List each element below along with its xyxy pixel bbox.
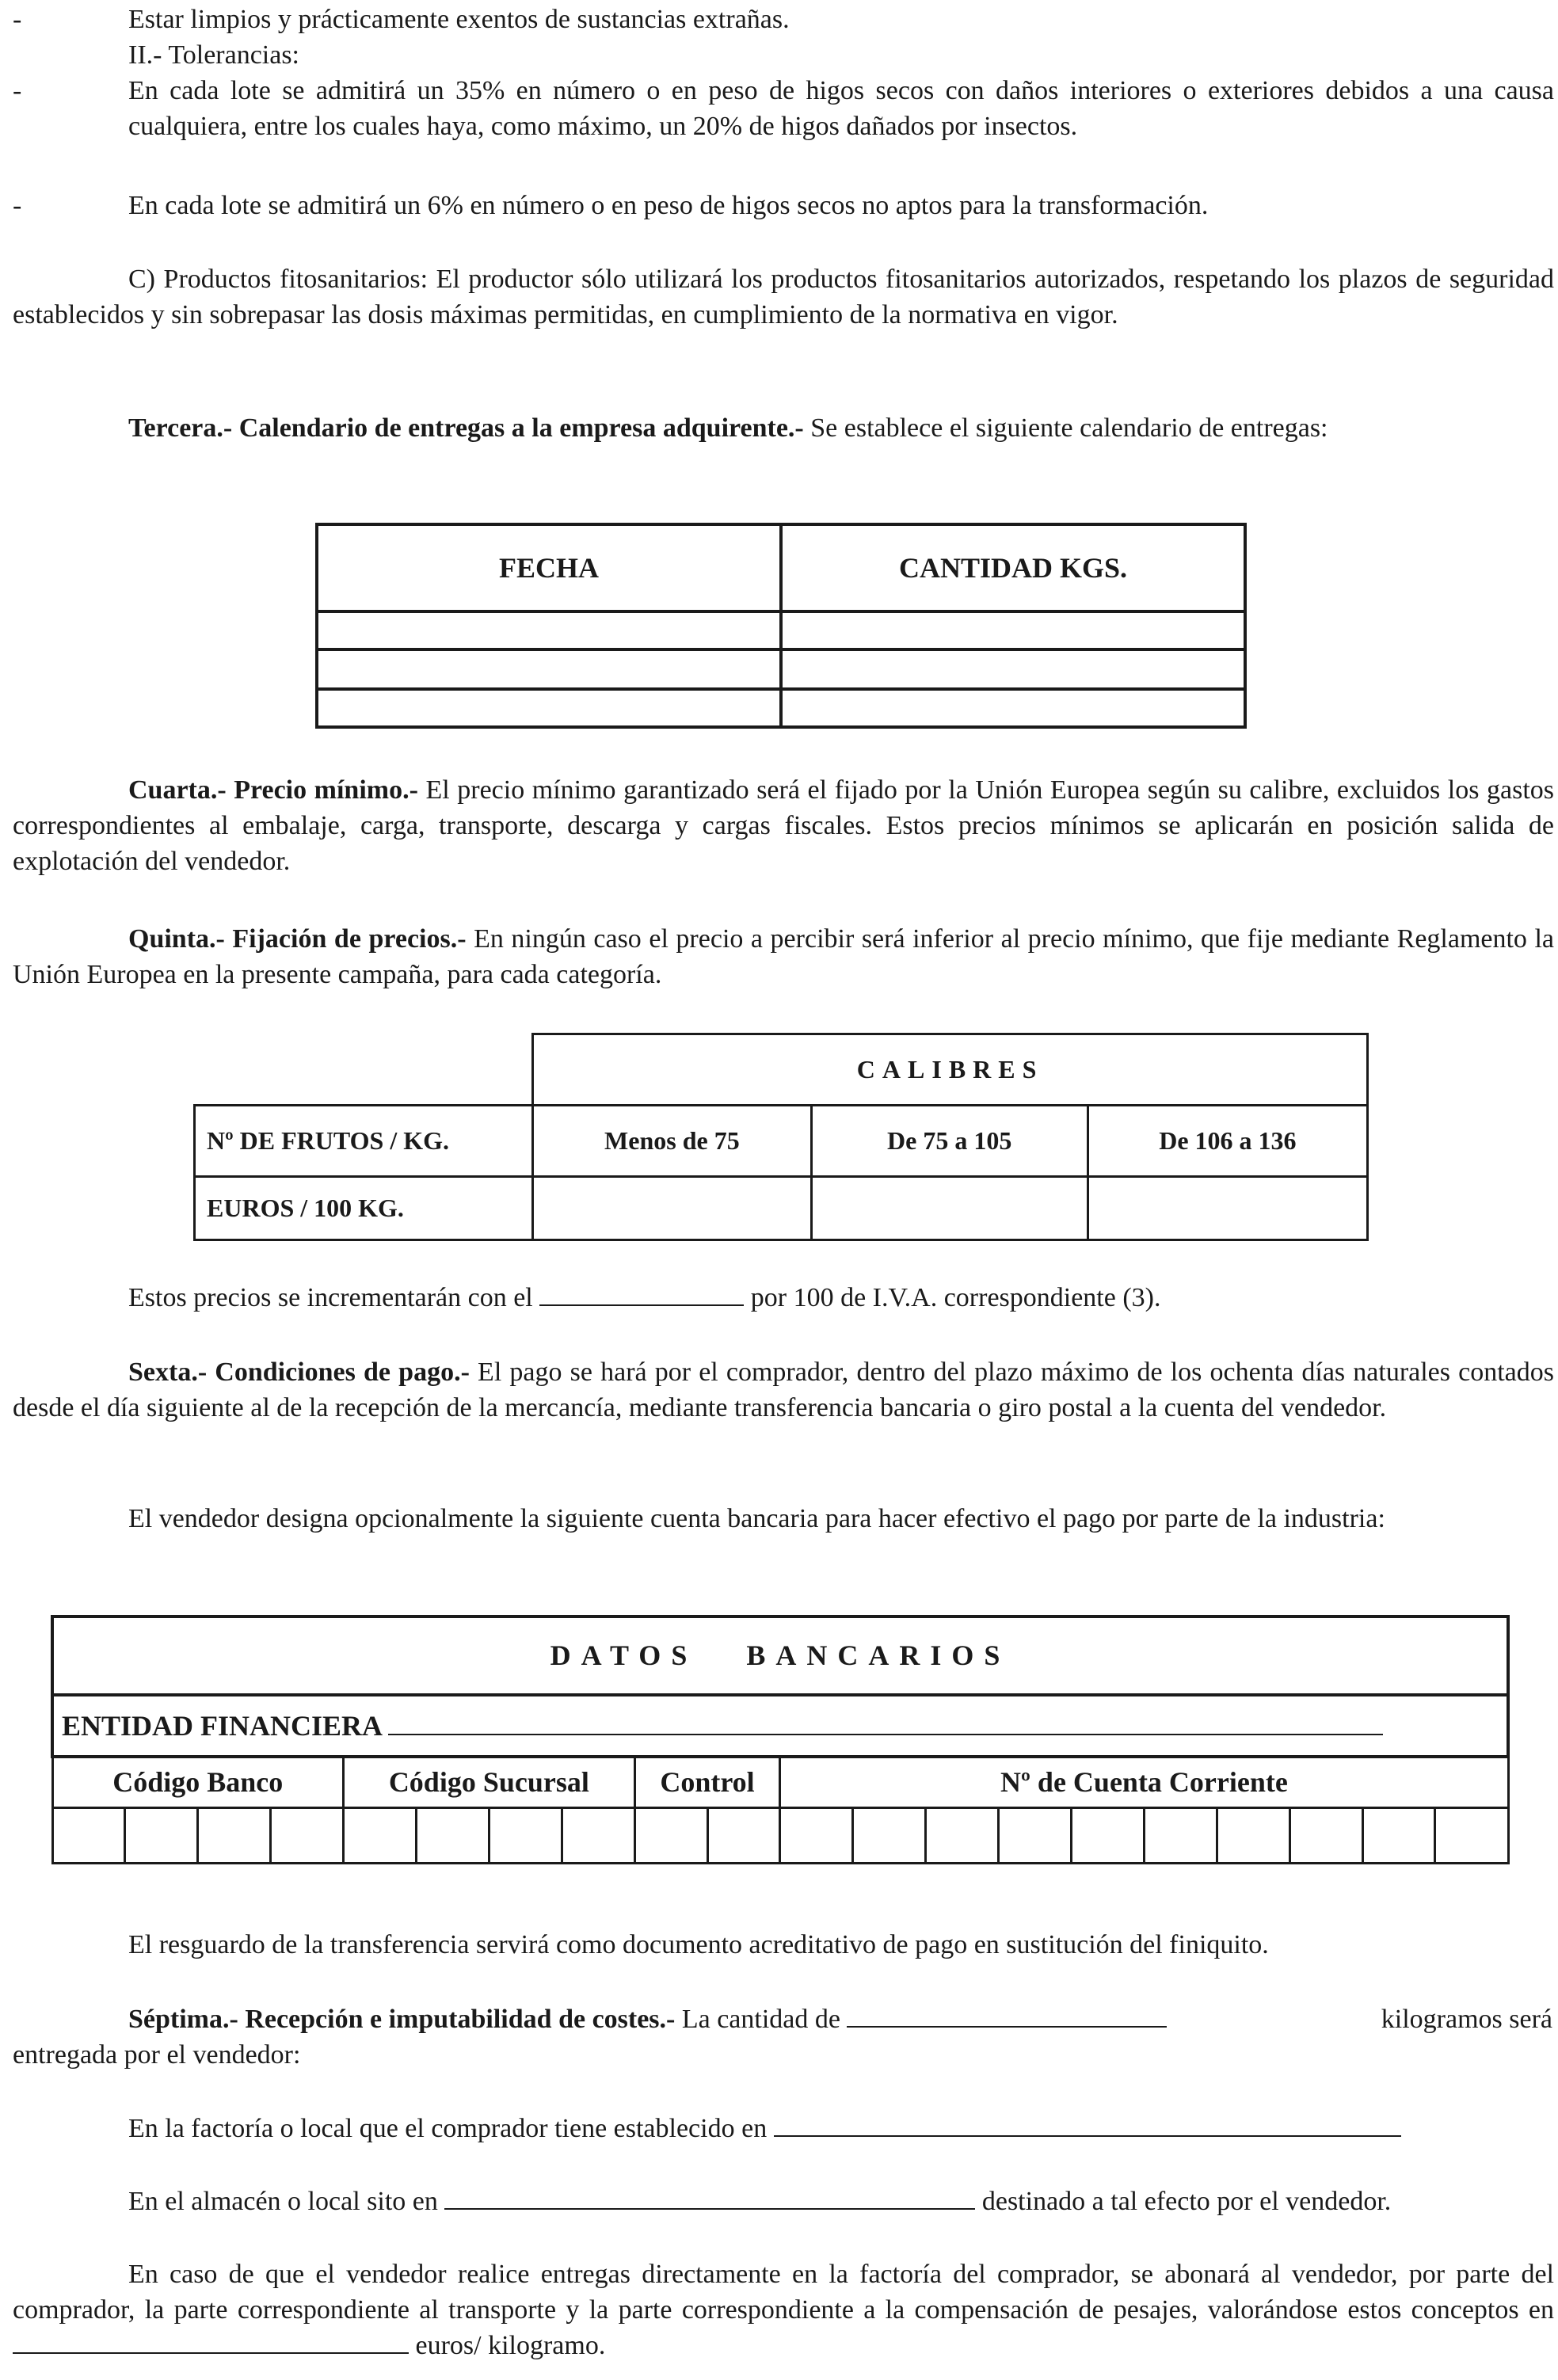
calendar-table [315, 523, 1247, 729]
septima-line-1 [128, 2001, 1552, 2037]
calendar-cell[interactable] [317, 689, 781, 727]
calibres-empty-corner [195, 1034, 533, 1106]
requirement-text: Estar limpios y prácticamente exentos de sustancias extrañas. [128, 5, 790, 34]
calendar-cell[interactable] [781, 649, 1245, 689]
factoria-text: En la factoría o local que el comprador tiene establecido en [128, 2114, 768, 2143]
digit-box[interactable] [198, 1807, 271, 1863]
entidad-label: ENTIDAD FINANCIERA [62, 1709, 382, 1742]
septima-text-after-1: kilogramos será [1381, 2005, 1552, 2034]
digit-box[interactable] [1144, 1807, 1217, 1863]
tolerance-text-1: En cada lote se admitirá un 35% en número o en peso de higos secos con daños interiores o exteriores debidos a una causa cualquiera, entre los cuales haya, como máximo, un 20% de higos dañados por insectos. [128, 76, 1554, 141]
tolerance-text-2: En cada lote se admitirá un 6% en número o en peso de higos secos no aptos para la transformación. [128, 191, 1209, 220]
iva-after: por 100 de I.V.A. correspondiente (3). [750, 1283, 1161, 1312]
digit-box[interactable] [853, 1807, 926, 1863]
calendar-cell[interactable] [317, 649, 781, 689]
entidad-row [52, 1695, 1508, 1757]
digit-box[interactable] [416, 1807, 489, 1863]
digit-box[interactable] [926, 1807, 999, 1863]
digit-box[interactable] [1071, 1807, 1144, 1863]
iva-before: Estos precios se incrementarán con el [128, 1283, 533, 1312]
iva-line [128, 1280, 1546, 1316]
tolerancias-heading: II.- Tolerancias: [128, 40, 300, 70]
almacen-before: En el almacén o local sito en [128, 2187, 438, 2216]
digit-box[interactable] [344, 1807, 417, 1863]
resguardo-line: El resguardo de la transferencia servirá como documento acreditativo de pago en sustitución del finiquito. [128, 1930, 1269, 1959]
col-codigo-banco: Código Banco [52, 1757, 344, 1807]
list-dash: - [13, 5, 22, 34]
entregas-paragraph [13, 2256, 1554, 2363]
almacen-line [128, 2184, 1546, 2219]
cuenta-paragraph: El vendedor designa opcionalmente la siguiente cuenta bancaria para hacer efectivo el pago por parte de la industria: [128, 1504, 1385, 1533]
iva-blank[interactable] [539, 1281, 744, 1306]
calibre-menos-75: Menos de 75 [533, 1106, 811, 1177]
price-cell[interactable] [811, 1177, 1088, 1240]
cuarta-text: El precio mínimo garantizado será el fijado por la Unión Europea según su calibre, excluidos los gastos correspondientes al embalaje, carga, transporte, descarga y cargas fiscales. Estos precios mínimos se aplicarán en posición salida de explotación del vendedor. [13, 775, 1554, 876]
calibre-106-136: De 106 a 136 [1088, 1106, 1367, 1177]
quinta-paragraph [13, 921, 1554, 992]
digit-box[interactable] [1289, 1807, 1362, 1863]
entregas-after: euros/ kilogramo. [415, 2331, 606, 2360]
factoria-blank[interactable] [774, 2112, 1401, 2137]
almacen-after: destinado a tal efecto por el vendedor. [981, 2187, 1392, 2216]
calendar-cell[interactable] [781, 611, 1245, 649]
factoria-line [128, 2111, 1546, 2146]
calibre-75-105: De 75 a 105 [811, 1106, 1088, 1177]
digit-box[interactable] [52, 1807, 125, 1863]
tercera-heading: Tercera.- Calendario de entregas a la empresa adquirente.- [128, 413, 804, 443]
cuarta-heading: Cuarta.- Precio mínimo.- [128, 775, 418, 805]
tolerance-item-2 [13, 188, 1546, 223]
sexta-text: El pago se hará por el comprador, dentro del plazo máximo de los ochenta días naturales contados desde el día siguiente al de la recepción de la mercancía, mediante transferencia bancaria o giro postal a la cuenta del vendedor. [13, 1358, 1554, 1422]
sexta-heading: Sexta.- Condiciones de pago.- [128, 1358, 470, 1387]
col-codigo-sucursal: Código Sucursal [344, 1757, 635, 1807]
requirement-item [13, 2, 1546, 37]
frutos-label: Nº DE FRUTOS / KG. [195, 1106, 533, 1177]
digit-box[interactable] [999, 1807, 1072, 1863]
calendar-cell[interactable] [781, 689, 1245, 727]
digit-box[interactable] [271, 1807, 344, 1863]
cantidad-blank[interactable] [847, 2002, 1167, 2028]
bank-table [51, 1615, 1510, 1864]
bank-title: DATOS BANCARIOS [52, 1616, 1508, 1695]
cuarta-paragraph [13, 772, 1554, 879]
quinta-heading: Quinta.- Fijación de precios.- [128, 924, 467, 954]
calibres-title: CALIBRES [533, 1034, 1368, 1106]
digit-box[interactable] [562, 1807, 634, 1863]
tercera-paragraph [13, 410, 1554, 446]
digit-box[interactable] [125, 1807, 198, 1863]
euros-label: EUROS / 100 KG. [195, 1177, 533, 1240]
list-dash: - [13, 76, 22, 105]
sexta-paragraph [13, 1354, 1554, 1426]
septima-text-after-2: entregada por el vendedor: [13, 2040, 301, 2070]
tolerance-item-1 [13, 73, 1554, 144]
list-dash: - [13, 191, 22, 220]
digit-box[interactable] [1217, 1807, 1289, 1863]
col-control: Control [634, 1757, 780, 1807]
calendar-header-date: FECHA [317, 524, 781, 611]
digit-box[interactable] [707, 1807, 780, 1863]
entregas-blank[interactable] [13, 2329, 409, 2354]
digit-box[interactable] [489, 1807, 562, 1863]
digit-box[interactable] [1435, 1807, 1508, 1863]
calibres-table [193, 1033, 1369, 1241]
entregas-text: En caso de que el vendedor realice entregas directamente en la factoría del comprador, se abonará al vendedor, por parte del comprador, la parte correspondiente al transporte y la parte correspondiente a la compensación de pesajes, valorándose estos conceptos en [13, 2260, 1554, 2325]
calendar-cell[interactable] [317, 611, 781, 649]
calendar-header-quantity: CANTIDAD KGS. [781, 524, 1245, 611]
price-cell[interactable] [533, 1177, 811, 1240]
digit-box[interactable] [780, 1807, 853, 1863]
entidad-blank[interactable] [388, 1710, 1383, 1735]
col-cuenta-corriente: Nº de Cuenta Corriente [780, 1757, 1508, 1807]
almacen-blank[interactable] [444, 2184, 975, 2210]
tercera-text: Se establece el siguiente calendario de entregas: [810, 413, 1328, 443]
digit-box[interactable] [634, 1807, 707, 1863]
septima-text-before: La cantidad de [681, 2005, 840, 2034]
septima-heading: Séptima.- Recepción e imputabilidad de costes.- [128, 2005, 676, 2034]
digit-box[interactable] [1362, 1807, 1435, 1863]
price-cell[interactable] [1088, 1177, 1367, 1240]
fitosanitarios-paragraph: C) Productos fitosanitarios: El productor sólo utilizará los productos fitosanitarios autorizados, respetando los plazos de seguridad establecidos y sin sobrepasar las dosis máximas permitidas, en cumplimiento de la normativa en vigor. [13, 265, 1554, 329]
quinta-text: En ningún caso el precio a percibir será inferior al precio mínimo, que fije mediante Reglamento la Unión Europea en la presente campaña, para cada categoría. [13, 924, 1555, 989]
